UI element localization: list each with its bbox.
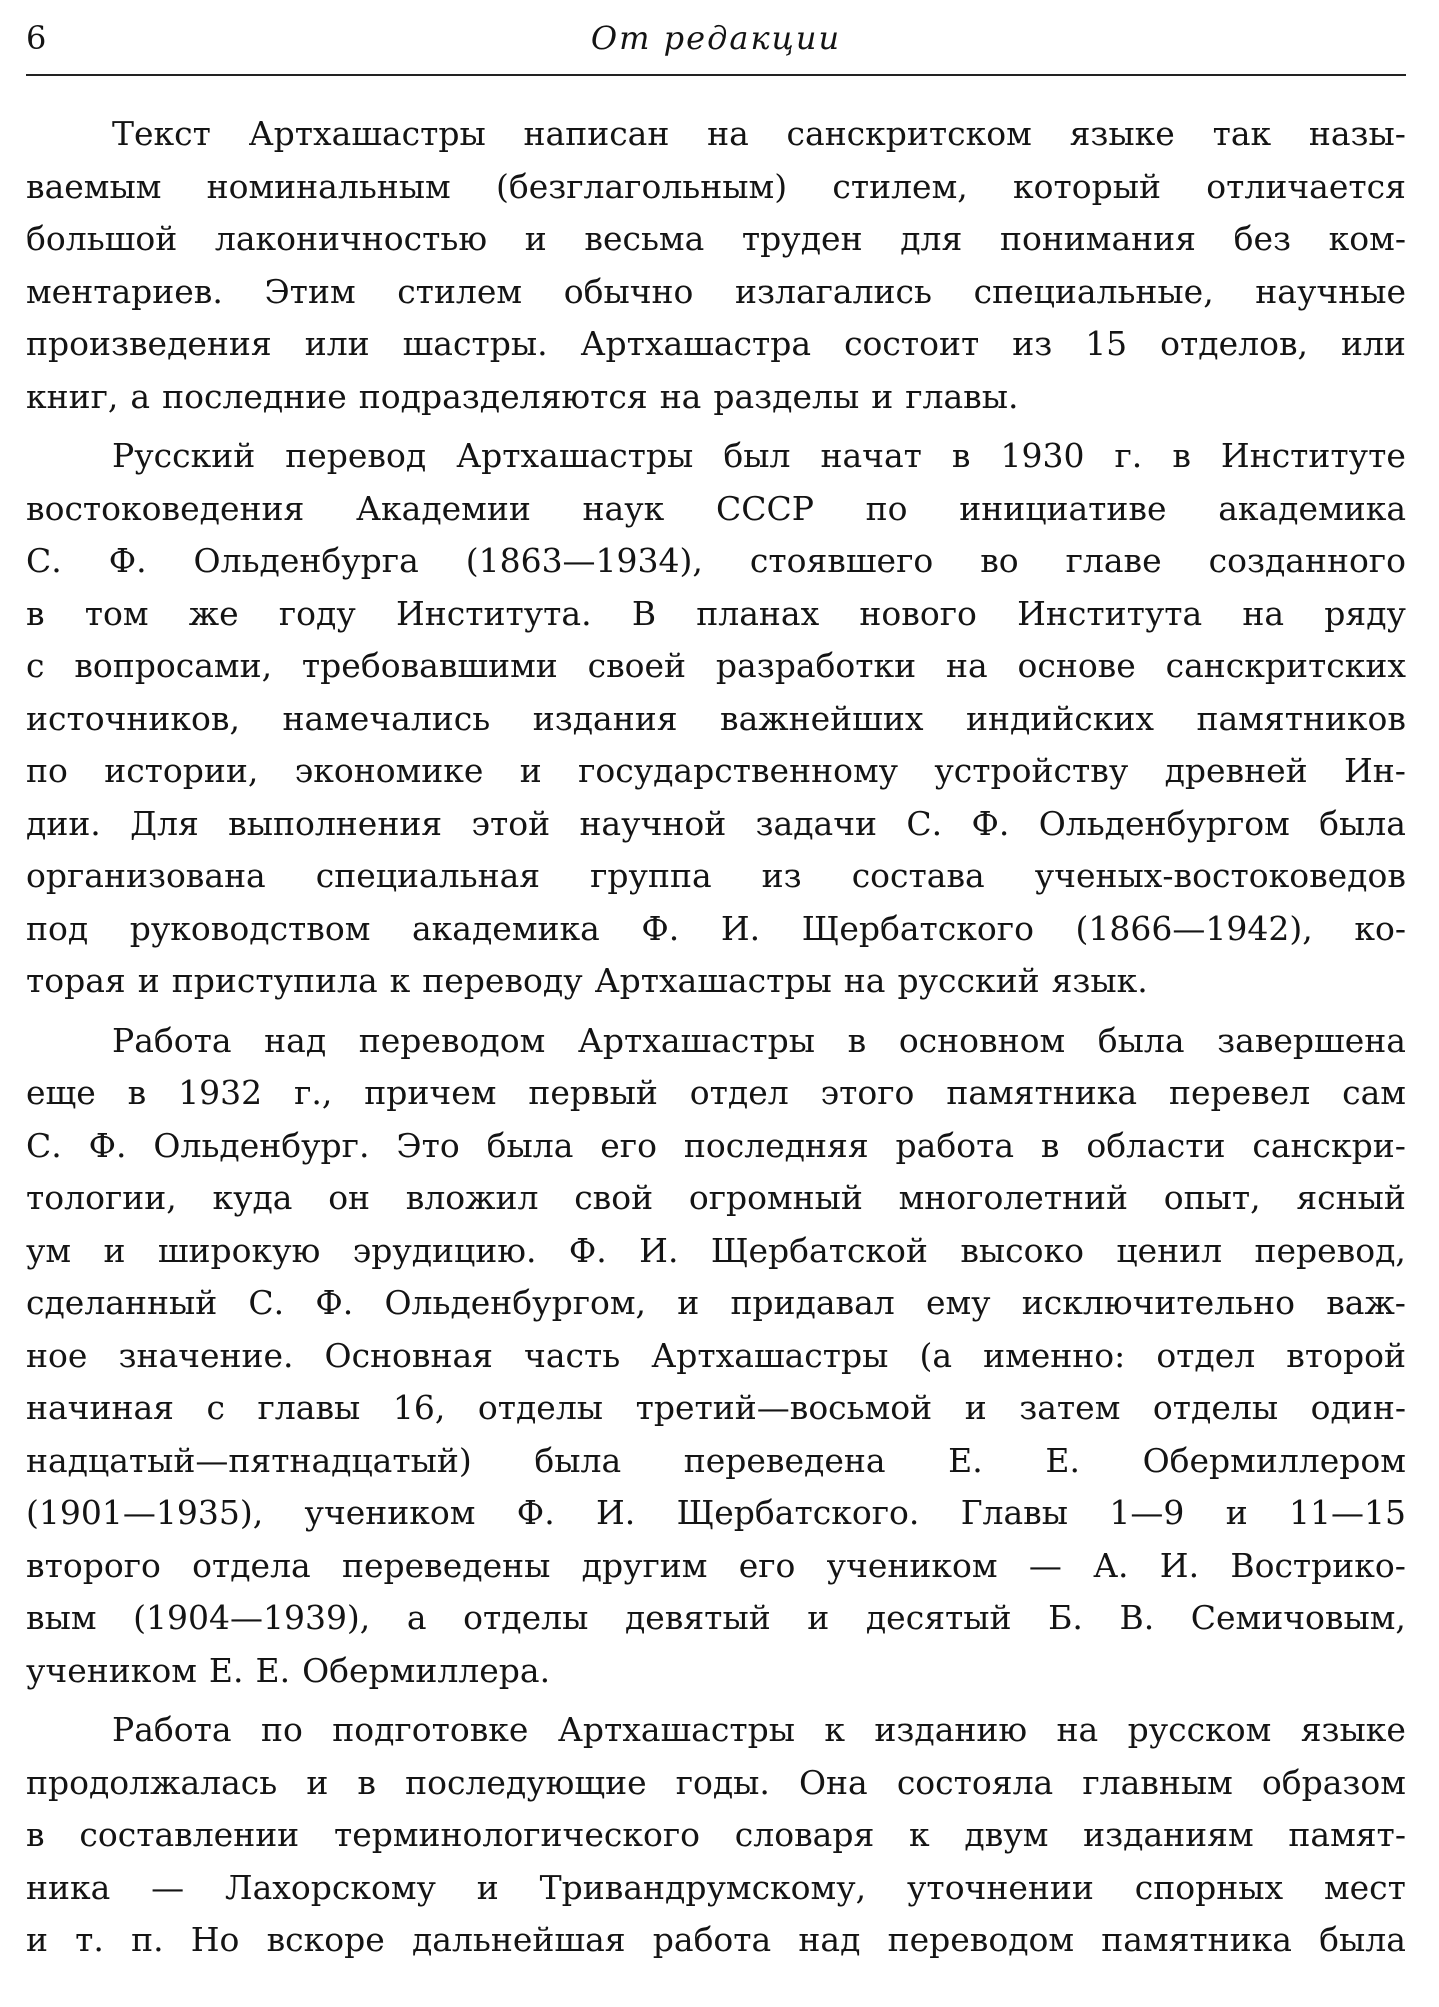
section-title: От редакции [590,19,842,57]
text-line: второго отдела переведены другим его учеником — А. И. Вострико- [26,1545,1406,1585]
paragraph-gap [26,1008,1406,1015]
text-line: произведения или шастры. Артхашастра состоит из 15 отделов, или [26,324,1406,363]
text-line: учеником Е. Е. Обермиллера. [26,1650,551,1690]
text-line: дии. Для выполнения этой научной задачи С. Ф. Ольденбургом была [26,803,1406,843]
text-line: торая и приступила к переводу Артхашастры на русский язык. [26,961,1148,1000]
text-line: книг, а последние подразделяются на разделы и главы. [26,376,1019,416]
text-line: источников, намечались издания важнейших индийских памятников [26,698,1406,738]
text-line: ное значение. Основная часть Артхашастры (а именно: отдел второй [26,1335,1406,1375]
text-line: по истории, экономике и государственному устройству древней Ин- [26,751,1406,790]
text-line: и т. п. Но вскоре дальнейшая работа над переводом памятника была [26,1920,1406,1959]
text-line: надцатый—пятнадцатый) была переведена Е. Е. Обермиллером [26,1440,1406,1480]
paragraph-gap [26,1697,1406,1704]
text-line: начиная с главы 16, отделы третий—восьмой и затем отделы один- [26,1388,1406,1427]
book-page [26,0,1406,2007]
text-line: ум и широкую эрудицию. Ф. И. Щербатской высоко ценил перевод, [26,1230,1406,1270]
text-line: ментариев. Этим стилем обычно излагались специальные, научные [26,271,1406,311]
text-line: Русский перевод Артхашастры был начат в 1930 г. в Институте [112,436,1406,475]
text-line: востоковедения Академии наук СССР по инициативе академика [26,488,1406,528]
text-line: С. Ф. Ольденбург. Это была его последняя работа в области санскри- [26,1125,1406,1165]
text-line: Работа над переводом Артхашастры в основном была завершена [112,1020,1406,1060]
paragraph-gap [26,423,1406,430]
text-line: под руководством академика Ф. И. Щербатского (1866—1942), ко- [26,908,1406,948]
text-line: еще в 1932 г., причем первый отдел этого памятника перевел сам [26,1073,1406,1112]
text-line: вым (1904—1939), а отделы девятый и десятый Б. В. Семичовым, [26,1598,1406,1637]
running-head [26,14,1406,76]
page-number: 6 [26,19,47,57]
paragraph [26,108,1406,423]
paragraph [26,1015,1406,1698]
text-line: большой лаконичностью и весьма труден для понимания без ком- [26,219,1406,258]
body-text [26,108,1406,1967]
text-line: в составлении терминологического словаря к двум изданиям памят- [26,1815,1406,1854]
text-line: Текст Артхашастры написан на санскритском языке так назы- [112,114,1406,153]
text-line: ваемым номинальным (безглагольным) стилем, который отличается [26,166,1406,206]
text-line: в том же году Института. В планах нового Института на ряду [26,593,1406,633]
text-line: сделанный С. Ф. Ольденбургом, и придавал ему исключительно важ- [26,1283,1406,1322]
text-line: с вопросами, требовавшими своей разработки на основе санскритских [26,646,1406,685]
paragraph [26,430,1406,1008]
text-line: С. Ф. Ольденбурга (1863—1934), стоявшего во главе созданного [26,541,1406,580]
text-line: продолжалась и в последующие годы. Она состояла главным образом [26,1762,1406,1802]
text-line: тологии, куда он вложил свой огромный многолетний опыт, ясный [26,1178,1406,1217]
paragraph [26,1704,1406,1967]
text-line: (1901—1935), учеником Ф. И. Щербатского. Главы 1—9 и 11—15 [26,1493,1406,1532]
text-line: Работа по подготовке Артхашастры к изданию на русском языке [112,1710,1406,1749]
text-line: организована специальная группа из состава ученых-востоковедов [26,856,1406,895]
text-line: ника — Лахорскому и Тривандрумскому, уточнении спорных мест [26,1867,1406,1907]
